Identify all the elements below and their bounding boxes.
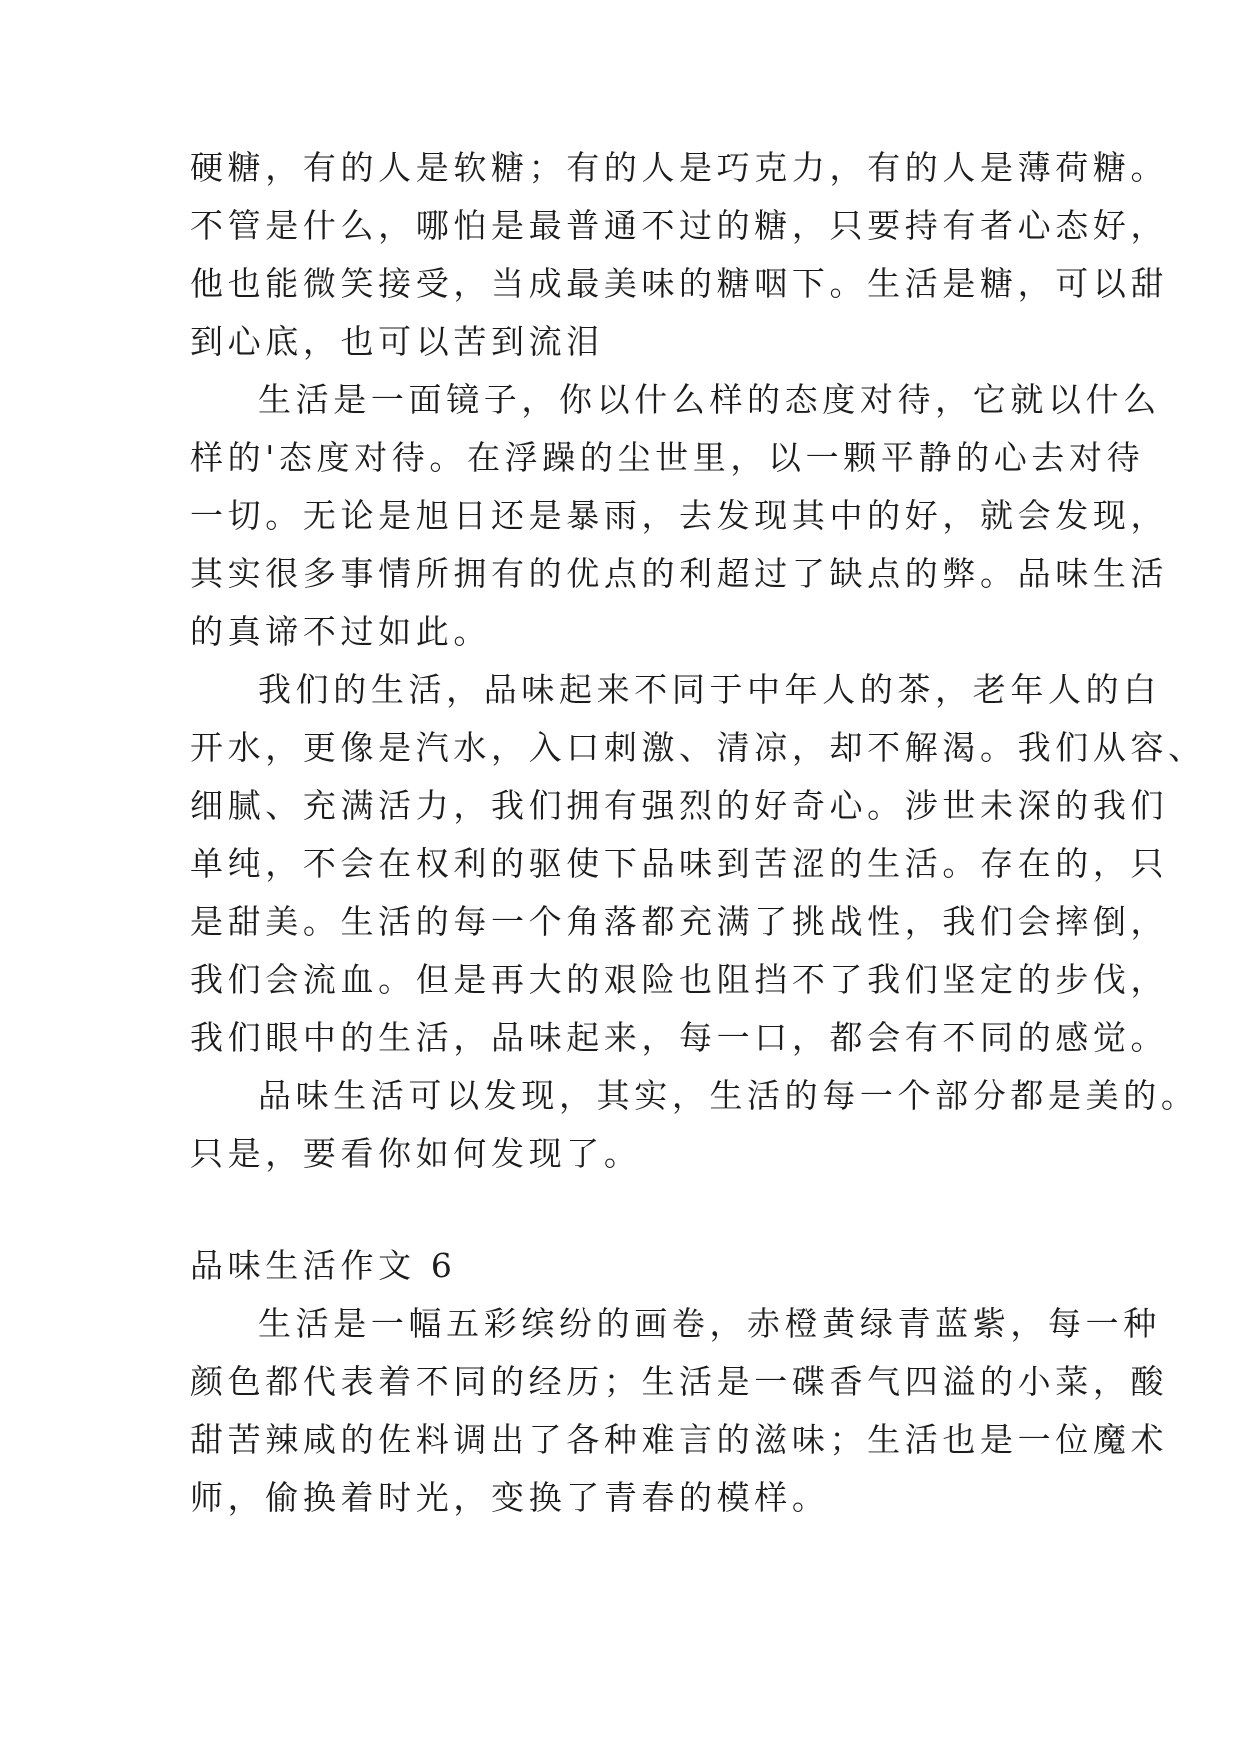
para3-line-5: 是甜美。生活的每一个角落都充满了挑战性，我们会摔倒， (190, 902, 1169, 941)
para2-line-3: 一切。无论是旭日还是暴雨，去发现其中的好，就会发现， (190, 496, 1169, 535)
para3-line-1: 我们的生活，品味起来不同于中年人的茶，老年人的白 (258, 670, 1161, 709)
para3-line-7: 我们眼中的生活，品味起来，每一口，都会有不同的感觉。 (190, 1018, 1169, 1057)
para1-line-2: 不管是什么，哪怕是最普通不过的糖，只要持有者心态好， (190, 206, 1169, 245)
para3-line-6: 我们会流血。但是再大的艰险也阻挡不了我们坚定的步伐， (190, 960, 1169, 999)
para4-line-1: 品味生活可以发现，其实，生活的每一个部分都是美的。 (258, 1076, 1199, 1115)
para2-line-4: 其实很多事情所拥有的优点的利超过了缺点的弊。品味生活 (190, 554, 1169, 593)
section-heading: 品味生活作文 6 (190, 1246, 457, 1285)
para5-line-1: 生活是一幅五彩缤纷的画卷，赤橙黄绿青蓝紫，每一种 (258, 1304, 1161, 1343)
para2-line-5: 的真谛不过如此。 (190, 612, 491, 651)
para2-line-1: 生活是一面镜子，你以什么样的态度对待，它就以什么 (258, 380, 1161, 419)
para5-line-3: 甜苦辣咸的佐料调出了各种难言的滋味；生活也是一位魔术 (190, 1420, 1169, 1459)
para5-line-2: 颜色都代表着不同的经历；生活是一碟香气四溢的小菜，酸 (190, 1362, 1169, 1401)
para4-line-2: 只是，要看你如何发现了。 (190, 1134, 642, 1173)
para1-line-1: 硬糖，有的人是软糖；有的人是巧克力，有的人是薄荷糖。 (190, 148, 1169, 187)
para5-line-4: 师，偷换着时光，变换了青春的模样。 (190, 1478, 830, 1517)
para1-line-3: 他也能微笑接受，当成最美味的糖咽下。生活是糖，可以甜 (190, 264, 1169, 303)
para2-line-2: 样的'态度对待。在浮躁的尘世里，以一颗平静的心去对待 (190, 438, 1145, 477)
para3-line-3: 细腻、充满活力，我们拥有强烈的好奇心。涉世未深的我们 (190, 786, 1169, 825)
para3-line-2: 开水，更像是汽水，入口刺激、清凉，却不解渴。我们从容、 (190, 728, 1206, 767)
para1-line-4: 到心底，也可以苦到流泪 (190, 322, 604, 361)
para3-line-4: 单纯，不会在权利的驱使下品味到苦涩的生活。存在的，只 (190, 844, 1169, 883)
